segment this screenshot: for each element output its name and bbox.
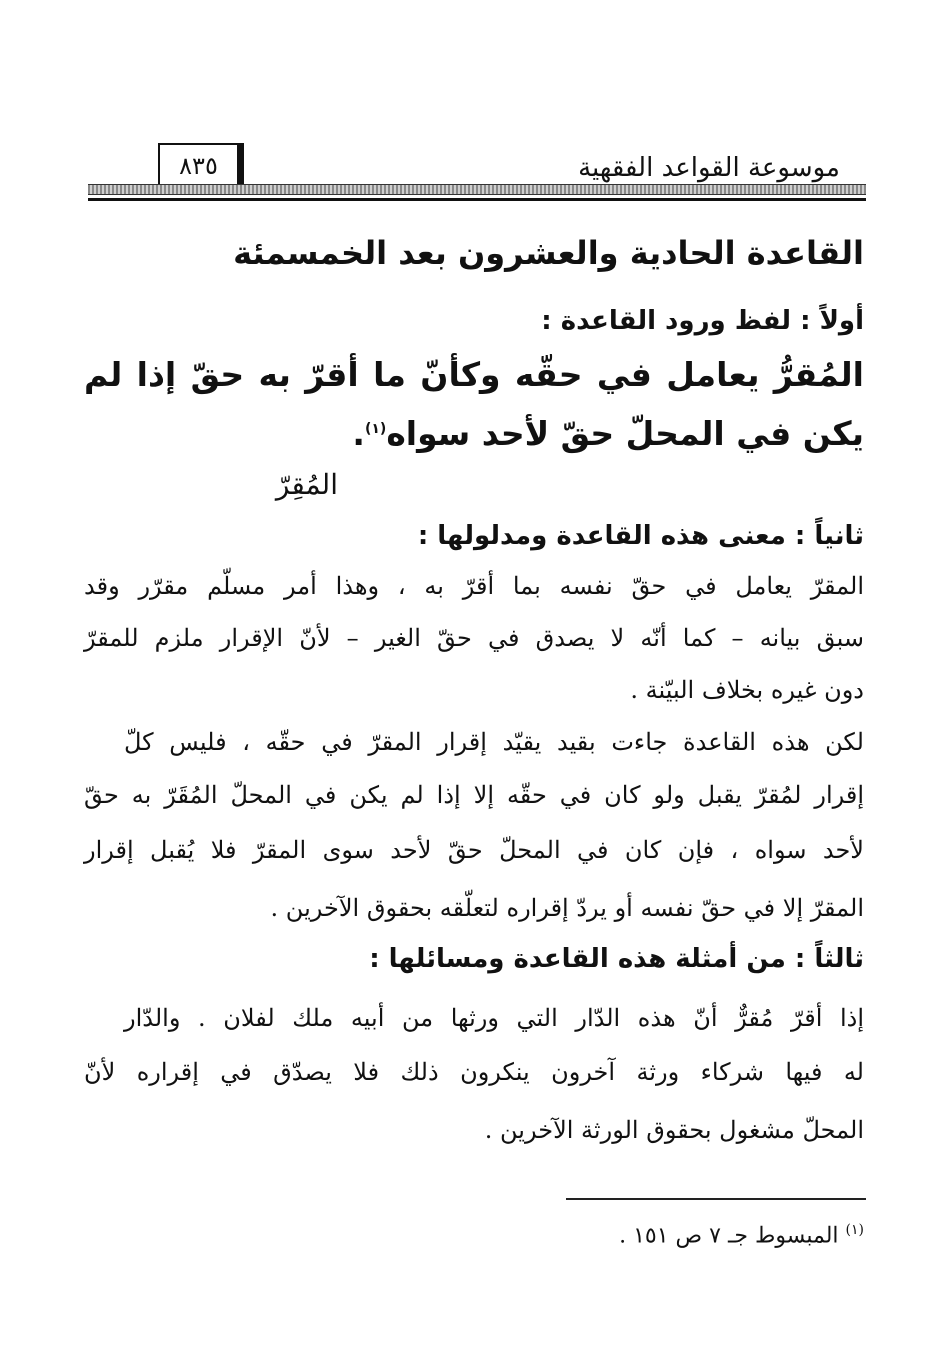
paragraph-line: لأحد سواه ، فإن كان في المحلّ حقّ لأحد سوى المقرّ فلا يُقبل إقرار xyxy=(84,836,864,864)
footnote-reference: (١) xyxy=(364,421,387,437)
paragraph-line: لكن هذه القاعدة جاءت بقيد يقيّد إقرار المقرّ في حقّه ، فليس كلّ xyxy=(124,728,864,756)
footnote-separator xyxy=(566,1198,866,1200)
running-title: موسوعة القواعد الفقهية xyxy=(578,153,840,183)
paragraph-line: إذا أقرّ مُقرٌّ أنّ هذه الدّار التي ورثها من أبيه ملك لفلان . والدّار xyxy=(124,1004,864,1032)
page-number: ٨٣٥ xyxy=(179,152,218,180)
rule-text-line-1: المُقرُّ يعامل في حقّه وكأنّ ما أقرّ به حقّ إذا لم xyxy=(84,355,864,394)
rule-title: القاعدة الحادية والعشرون بعد الخمسمئة xyxy=(233,234,864,272)
paragraph-line: له فيها شركاء ورثة آخرون ينكرون ذلك فلا يصدّق في إقراره لأنّ xyxy=(84,1058,864,1086)
page-number-box xyxy=(158,143,244,189)
paragraph-line: إقرار لمُقرّ يقبل ولو كان في حقّه إلا إذا لم يكن في المحلّ المُقَرّ به حقّ xyxy=(84,781,864,809)
paragraph-line: سبق بيانه – كما أنّه لا يصدق في حقّ الغير – لأنّ الإقرار ملزم للمقرّ xyxy=(84,624,864,652)
section3-heading: ثالثاً : من أمثلة هذه القاعدة ومسائلها : xyxy=(369,944,864,974)
header-rule xyxy=(88,198,866,201)
rule-text-line-2-text: يكن في المحلّ حقّ لأحد سواه xyxy=(386,414,864,453)
paragraph-line: المحلّ مشغول بحقوق الورثة الآخرين . xyxy=(484,1116,864,1144)
rule-text-end: . xyxy=(352,414,365,453)
section1-heading: أولاً : لفظ ورود القاعدة : xyxy=(541,306,864,336)
paragraph-line: المقرّ يعامل في حقّ نفسه بما أقرّ به ، وهذا أمر مسلّم مقرّر وقد xyxy=(84,572,864,600)
section2-heading: ثانياً : معنى هذه القاعدة ومدلولها : xyxy=(417,521,864,551)
page-header xyxy=(88,140,866,202)
footnote xyxy=(619,1222,864,1248)
rule-text-line-2 xyxy=(352,414,864,453)
paragraph-line: المقرّ إلا في حقّ نفسه أو يردّ إقراره لتعلّقه بحقوق الآخرين . xyxy=(270,894,864,922)
footnote-text: المبسوط جـ ٧ ص ١٥١ . xyxy=(619,1223,839,1249)
header-band xyxy=(88,184,866,195)
paragraph-line: دون غيره بخلاف البيّنة . xyxy=(630,676,864,704)
footnote-marker: (١) xyxy=(845,1222,864,1238)
term-label: المُقِرّ xyxy=(275,468,338,501)
